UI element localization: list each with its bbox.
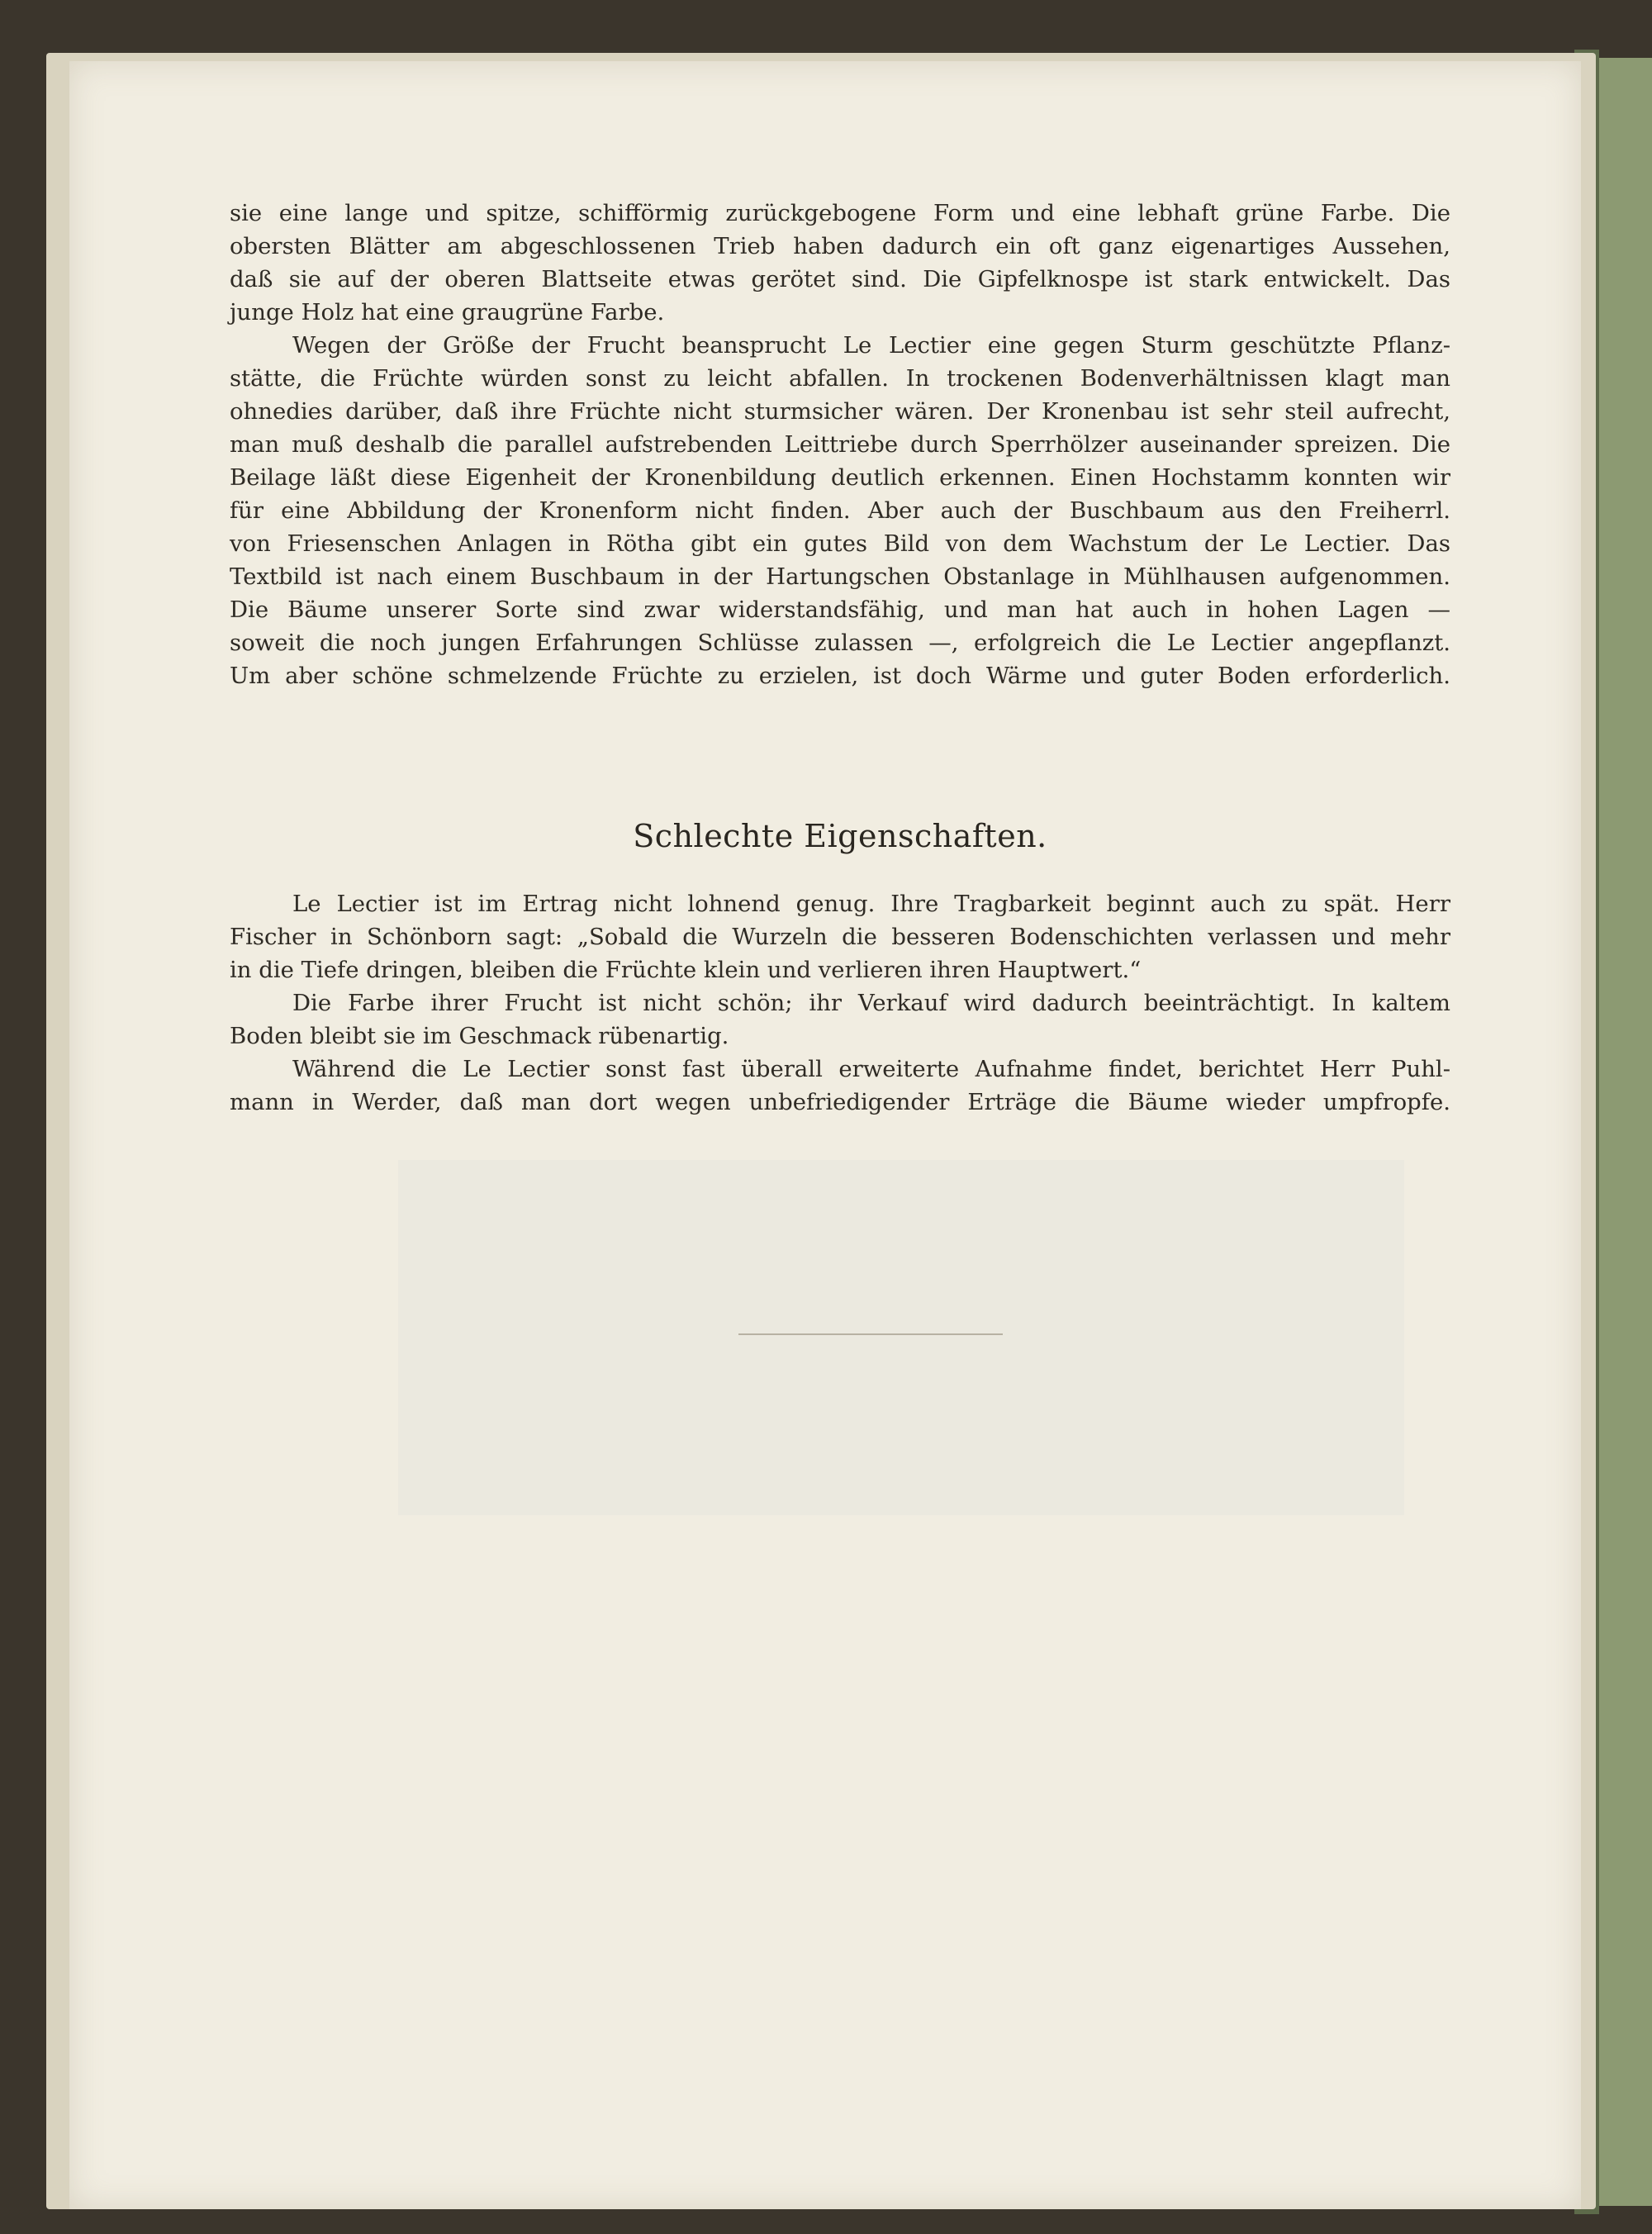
text-line: obersten Blätter am abgeschlossenen Trieb haben dadurch ein oft ganz eigenartiges Aussehen, bbox=[230, 233, 1450, 259]
text-line: Boden bleibt sie im Geschmack rübenartig. bbox=[230, 1023, 729, 1049]
paragraph-growth bbox=[230, 329, 1450, 692]
text-line: Um aber schöne schmelzende Früchte zu erzielen, ist doch Wärme und guter Boden erforderlich. bbox=[230, 663, 1450, 689]
text-line: soweit die noch jungen Erfahrungen Schlüsse zulassen —, erfolgreich die Le Lectier angepflanzt. bbox=[230, 630, 1450, 656]
show-through-rule bbox=[738, 1333, 1003, 1335]
text-line: Le Lectier ist im Ertrag nicht lohnend genug. Ihre Tragbarkeit beginnt auch zu spät. Herr bbox=[292, 891, 1450, 917]
text-line: Die Bäume unserer Sorte sind zwar widerstandsfähig, und man hat auch in hohen Lagen — bbox=[230, 597, 1450, 623]
text-line: sie eine lange und spitze, schifförmig zurückgebogene Form und eine lebhaft grüne Farbe. Die bbox=[230, 200, 1450, 226]
text-line: Die Farbe ihrer Frucht ist nicht schön; ihr Verkauf wird dadurch beeinträchtigt. In kaltem bbox=[292, 990, 1450, 1016]
text-line: Während die Le Lectier sonst fast überall erweiterte Aufnahme findet, berichtet Herr Puhl- bbox=[292, 1056, 1450, 1082]
text-line: in die Tiefe dringen, bleiben die Früchte klein und verlieren ihren Hauptwert.“ bbox=[230, 957, 1142, 983]
text-line: stätte, die Früchte würden sonst zu leicht abfallen. In trockenen Bodenverhältnissen klagt man bbox=[230, 365, 1450, 392]
paragraph-yield bbox=[230, 887, 1450, 986]
show-through-plate bbox=[398, 1160, 1404, 1515]
text-line: Wegen der Größe der Frucht beansprucht Le Lectier eine gegen Sturm geschützte Pflanz- bbox=[292, 332, 1450, 359]
text-line: von Friesenschen Anlagen in Rötha gibt ein gutes Bild von dem Wachstum der Le Lectier. Das bbox=[230, 530, 1450, 557]
paragraph-werder bbox=[230, 1053, 1450, 1119]
body-text-upper bbox=[230, 197, 1450, 692]
text-line: für eine Abbildung der Kronenform nicht finden. Aber auch der Buschbaum aus den Freiherrl. bbox=[230, 497, 1450, 524]
text-line: mann in Werder, daß man dort wegen unbefriedigender Erträge die Bäume wieder umpfropfe. bbox=[230, 1089, 1450, 1115]
text-line: junge Holz hat eine graugrüne Farbe. bbox=[230, 299, 665, 326]
text-line: daß sie auf der oberen Blattseite etwas gerötet sind. Die Gipfelknospe ist stark entwickelt. Das bbox=[230, 266, 1450, 292]
body-text-lower bbox=[230, 887, 1450, 1119]
text-line: Textbild ist nach einem Buschbaum in der Hartungschen Obstanlage in Mühlhausen aufgenommen. bbox=[230, 563, 1450, 590]
text-line: Beilage läßt diese Eigenheit der Kronenbildung deutlich erkennen. Einen Hochstamm konnten wir bbox=[230, 464, 1450, 491]
text-line: Fischer in Schönborn sagt: „Sobald die Wurzeln die besseren Bodenschichten verlassen und mehr bbox=[230, 924, 1450, 950]
section-heading: Schlechte Eigenschaften. bbox=[633, 818, 1047, 854]
paragraph-color bbox=[230, 986, 1450, 1053]
paragraph-intro bbox=[230, 197, 1450, 329]
text-line: ohnedies darüber, daß ihre Früchte nicht sturmsicher wären. Der Kronenbau ist sehr steil aufrecht, bbox=[230, 398, 1450, 425]
text-line: man muß deshalb die parallel aufstrebenden Leittriebe durch Sperrhölzer auseinander spreizen. Die bbox=[230, 431, 1450, 458]
